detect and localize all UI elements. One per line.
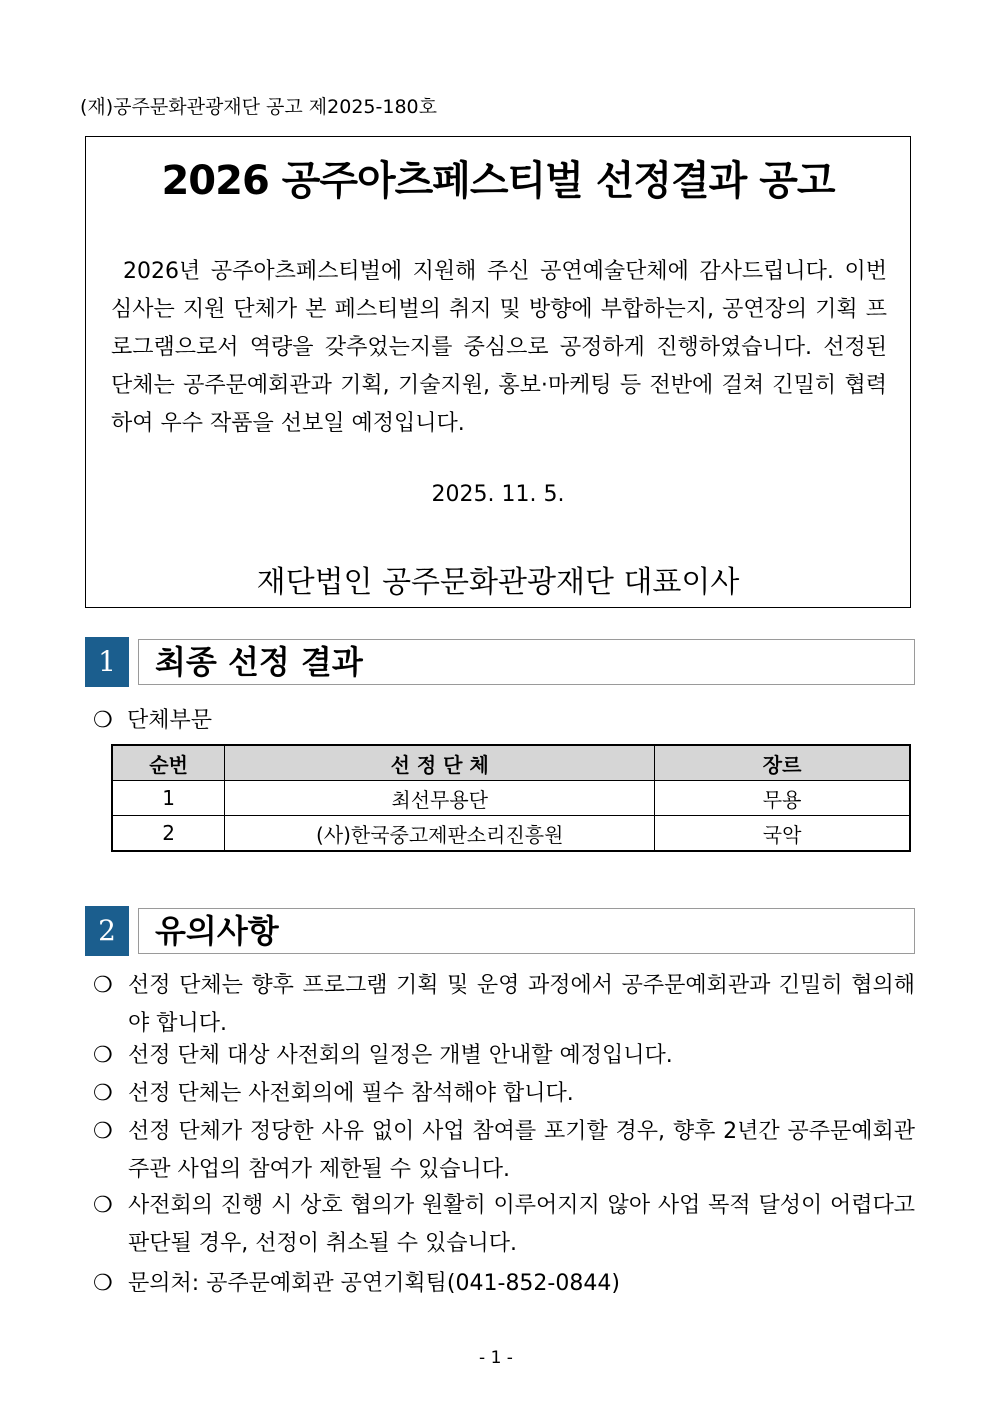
notice-item-text: 선정 단체는 향후 프로그램 기획 및 운영 과정에서 공주문예회관과 긴밀히 협의해야 합니다. <box>128 973 915 1036</box>
bullet-circle-icon: ❍ <box>93 1081 113 1106</box>
row-number: 1 <box>112 781 225 816</box>
row-group: (사)한국중고제판소리진흥원 <box>225 816 655 852</box>
section-2-number: 2 <box>85 906 129 956</box>
notice-item <box>93 967 915 1043</box>
notice-date: 2025. 11. 5. <box>431 482 565 507</box>
column-header-group: 선 정 단 체 <box>225 745 655 781</box>
section-2-header <box>85 906 915 956</box>
intro-paragraph: 2026년 공주아츠페스티벌에 지원해 주신 공연예술단체에 감사드립니다. 이번 심사는 지원 단체가 본 페스티벌의 취지 및 방향에 부합하는지, 공연장의 기획 프로그램으로서 역량을 갖추었는지를 중심으로 공정하게 진행하였습니다. 선정된 단체는 공주문예회관과 기획, 기술지원, 홍보·마케팅 등 전반에 걸쳐 긴밀히 협력하여 우수 작품을 선보일 예정입니다. <box>111 259 888 436</box>
column-header-number: 순번 <box>112 745 225 781</box>
issuer-name: 재단법인 공주문화관광재단 대표이사 <box>256 565 740 600</box>
notice-item-text: 선정 단체는 사전회의에 필수 참석해야 합니다. <box>128 1081 574 1106</box>
row-genre: 국악 <box>655 816 910 852</box>
notice-item <box>93 1075 915 1113</box>
notice-number: (재)공주문화관광재단 공고 제2025-180호 <box>80 96 437 118</box>
notice-item <box>93 1113 915 1189</box>
bullet-circle-icon: ❍ <box>93 708 113 733</box>
bullet-circle-icon: ❍ <box>93 973 113 998</box>
notice-item-text: 선정 단체 대상 사전회의 일정은 개별 안내할 예정입니다. <box>128 1043 673 1068</box>
table-row <box>112 816 910 852</box>
notice-item-text: 사전회의 진행 시 상호 협의가 원활히 이루어지지 않아 사업 목적 달성이 어렵다고 판단될 경우, 선정이 취소될 수 있습니다. <box>128 1193 915 1256</box>
result-table <box>111 744 911 852</box>
section-1-header <box>85 637 915 687</box>
bullet-circle-icon: ❍ <box>93 1119 113 1144</box>
row-genre: 무용 <box>655 781 910 816</box>
page-number: - 1 - <box>479 1348 513 1368</box>
notice-box <box>85 136 911 608</box>
bullet-circle-icon: ❍ <box>93 1193 113 1218</box>
column-header-genre: 장르 <box>655 745 910 781</box>
notice-item <box>93 1037 915 1075</box>
category-line <box>93 703 212 734</box>
bullet-circle-icon: ❍ <box>93 1271 113 1296</box>
table-header-row <box>112 745 910 781</box>
notice-item <box>93 1187 915 1263</box>
page-title: 2026 공주아츠페스티벌 선정결과 공고 <box>161 158 835 204</box>
section-1-number: 1 <box>85 637 129 687</box>
row-number: 2 <box>112 816 225 852</box>
notice-item-text: 선정 단체가 정당한 사유 없이 사업 참여를 포기할 경우, 향후 2년간 공주문예회관 주관 사업의 참여가 제한될 수 있습니다. <box>128 1119 915 1182</box>
bullet-circle-icon: ❍ <box>93 1043 113 1068</box>
section-1-title: 최종 선정 결과 <box>138 639 915 685</box>
table-row <box>112 781 910 816</box>
contact-text: 문의처: 공주문예회관 공연기획팀(041-852-0844) <box>128 1271 620 1296</box>
contact-item <box>93 1265 915 1303</box>
section-2-title: 유의사항 <box>138 908 915 954</box>
category-label: 단체부문 <box>127 708 213 733</box>
row-group: 최선무용단 <box>225 781 655 816</box>
